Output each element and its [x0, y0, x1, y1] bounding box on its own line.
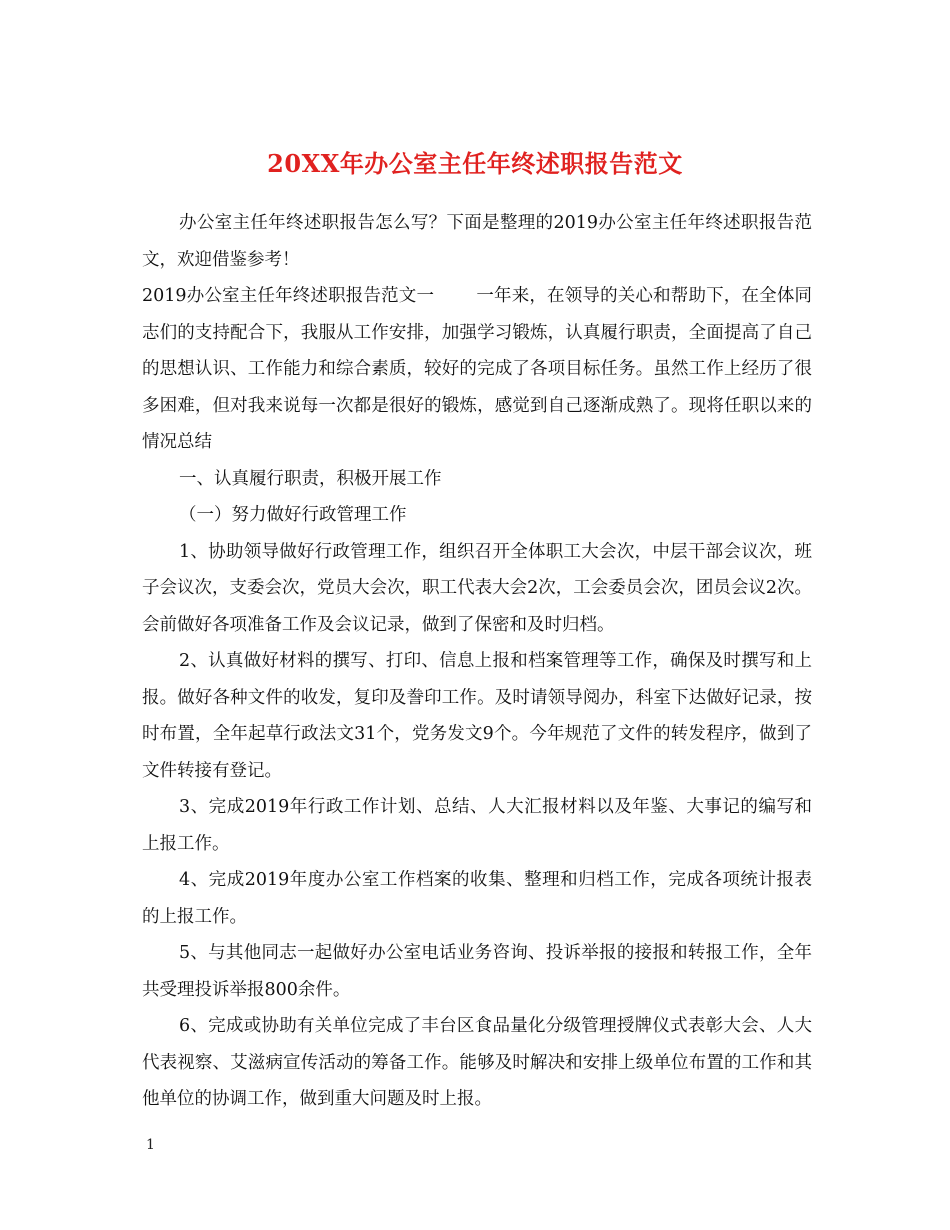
- list-item: 5、与其他同志一起做好办公室电话业务咨询、投诉举报的接报和转报工作，全年共受理投诉举报800余件。: [142, 943, 812, 1000]
- list-item: 3、完成2019年行政工作计划、总结、人大汇报材料以及年鉴、大事记的编写和上报工作。: [142, 797, 812, 854]
- heading-paragraph: [142, 278, 812, 461]
- list-item: 4、完成2019年度办公室工作档案的收集、整理和归档工作，完成各项统计报表的上报工作。: [142, 870, 812, 927]
- opening-text: 一年来，在领导的关心和帮助下，在全体同志们的支持配合下，我服从工作安排，加强学习锻炼，认真履行职责，全面提高了自己的思想认识、工作能力和综合素质，较好的完成了各项目标任务。虽然工作上经历了很多困难，但对我来说每一次都是很好的锻炼，感觉到自己逐渐成熟了。现将任职以来的情况总结: [142, 286, 812, 452]
- subsection-heading-1: （一）努力做好行政管理工作: [179, 505, 407, 525]
- list-item: 1、协助领导做好行政管理工作，组织召开全体职工大会次，中层干部会议次，班子会议次，支委会次，党员大会次，职工代表大会2次，工会委员会次，团员会议2次。会前做好各项准备工作及会议记录，做到了保密和及时归档。: [142, 541, 812, 635]
- intro-paragraph: 办公室主任年终述职报告怎么写？下面是整理的2019办公室主任年终述职报告范文，欢迎借鉴参考！: [142, 213, 812, 270]
- page-number: 1: [146, 1137, 155, 1153]
- document-title: 20XX年办公室主任年终述职报告范文: [267, 149, 683, 179]
- list-item: 6、完成或协助有关单位完成了丰台区食品量化分级管理授牌仪式表彰大会、人大代表视察、艾滋病宣传活动的筹备工作。能够及时解决和安排上级单位布置的工作和其他单位的协调工作，做到重大问题及时上报。: [142, 1016, 812, 1109]
- list-item: 2、认真做好材料的撰写、打印、信息上报和档案管理等工作，确保及时撰写和上报。做好各种文件的收发，复印及誊印工作。及时请领导阅办，科室下达做好记录，按时布置，全年起草行政法文31个，党务发文9个。今年规范了文件的转发程序，做到了文件转接有登记。: [142, 651, 812, 781]
- document-body: [142, 205, 812, 1118]
- report-heading: 2019办公室主任年终述职报告范文一: [142, 286, 435, 306]
- section-heading-1: 一、认真履行职责，积极开展工作: [179, 468, 442, 489]
